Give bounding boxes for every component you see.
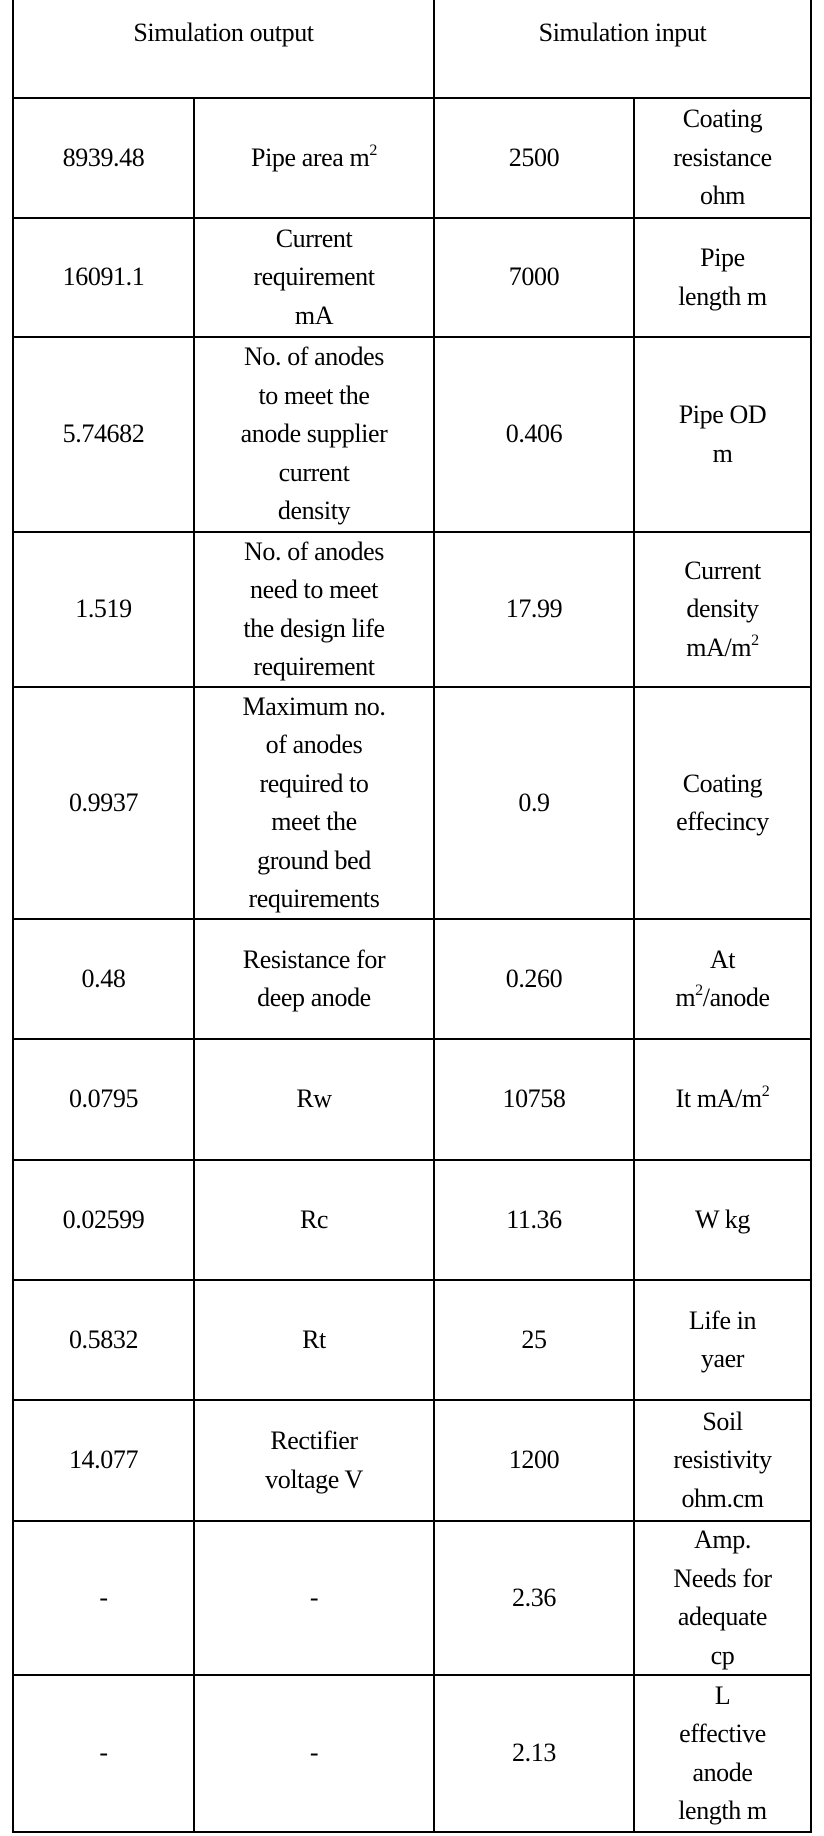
output-value: - bbox=[12, 1522, 195, 1674]
output-value: 0.9937 bbox=[12, 688, 195, 918]
output-value: 0.02599 bbox=[12, 1161, 195, 1279]
output-value: 5.74682 bbox=[12, 338, 195, 531]
output-label: Rt bbox=[195, 1281, 435, 1399]
output-label: Rw bbox=[195, 1040, 435, 1159]
output-value: 16091.1 bbox=[12, 219, 195, 336]
input-label: It $mA/m^2$ bbox=[635, 1040, 812, 1159]
input-label: At $m^2$/anode bbox=[635, 920, 812, 1038]
output-label: Maximum no. of anodes required to meet the ground bed requirements bbox=[195, 688, 435, 918]
input-label: Pipe length m bbox=[635, 219, 812, 336]
output-value: - bbox=[12, 1676, 195, 1831]
input-value: 7000 bbox=[435, 219, 635, 336]
output-label: Resistance for deep anode bbox=[195, 920, 435, 1038]
input-value: 2.13 bbox=[435, 1676, 635, 1831]
output-value: 1.519 bbox=[12, 533, 195, 686]
input-value: 1200 bbox=[435, 1401, 635, 1520]
input-label: Soil resistivity ohm.cm bbox=[635, 1401, 812, 1520]
input-value: 2.36 bbox=[435, 1522, 635, 1674]
output-label: Rc bbox=[195, 1161, 435, 1279]
output-value: 14.077 bbox=[12, 1401, 195, 1520]
output-label: Rectifier voltage V bbox=[195, 1401, 435, 1520]
input-value: 0.9 bbox=[435, 688, 635, 918]
input-label: Coating resistance ohm bbox=[635, 99, 812, 217]
input-label: Current density $mA/m^2$ bbox=[635, 533, 812, 686]
table-row bbox=[12, 1522, 812, 1676]
input-value: 2500 bbox=[435, 99, 635, 217]
table-body bbox=[12, 99, 812, 1833]
input-label: L effective anode length m bbox=[635, 1676, 812, 1831]
table-row bbox=[12, 219, 812, 338]
table-header-row bbox=[12, 0, 812, 99]
output-label: No. of anodes need to meet the design life requirement bbox=[195, 533, 435, 686]
table-row bbox=[12, 1281, 812, 1401]
table-row bbox=[12, 920, 812, 1040]
input-value: 17.99 bbox=[435, 533, 635, 686]
output-label: - bbox=[195, 1522, 435, 1674]
input-label: Life in yaer bbox=[635, 1281, 812, 1399]
input-label: W kg bbox=[635, 1161, 812, 1279]
input-label: Coating effecincy bbox=[635, 688, 812, 918]
input-value: 0.260 bbox=[435, 920, 635, 1038]
input-value: 25 bbox=[435, 1281, 635, 1399]
table-row bbox=[12, 1161, 812, 1281]
output-value: 0.48 bbox=[12, 920, 195, 1038]
output-value: 8939.48 bbox=[12, 99, 195, 217]
input-value: 10758 bbox=[435, 1040, 635, 1159]
output-label: Current requirement mA bbox=[195, 219, 435, 336]
output-value: 0.0795 bbox=[12, 1040, 195, 1159]
simulation-table bbox=[12, 0, 812, 1833]
table-row bbox=[12, 688, 812, 920]
table-row bbox=[12, 1401, 812, 1522]
header-simulation-input: Simulation input bbox=[435, 0, 812, 97]
output-label: - bbox=[195, 1676, 435, 1831]
output-value: 0.5832 bbox=[12, 1281, 195, 1399]
input-label: Pipe OD m bbox=[635, 338, 812, 531]
table-row bbox=[12, 99, 812, 219]
output-label: No. of anodes to meet the anode supplier current density bbox=[195, 338, 435, 531]
input-label: Amp. Needs for adequate cp bbox=[635, 1522, 812, 1674]
output-label: Pipe area $m^2$ bbox=[195, 99, 435, 217]
table-row bbox=[12, 1676, 812, 1833]
input-value: 11.36 bbox=[435, 1161, 635, 1279]
input-value: 0.406 bbox=[435, 338, 635, 531]
table-row bbox=[12, 338, 812, 533]
table-row bbox=[12, 533, 812, 688]
header-simulation-output: Simulation output bbox=[12, 0, 435, 97]
table-row bbox=[12, 1040, 812, 1161]
